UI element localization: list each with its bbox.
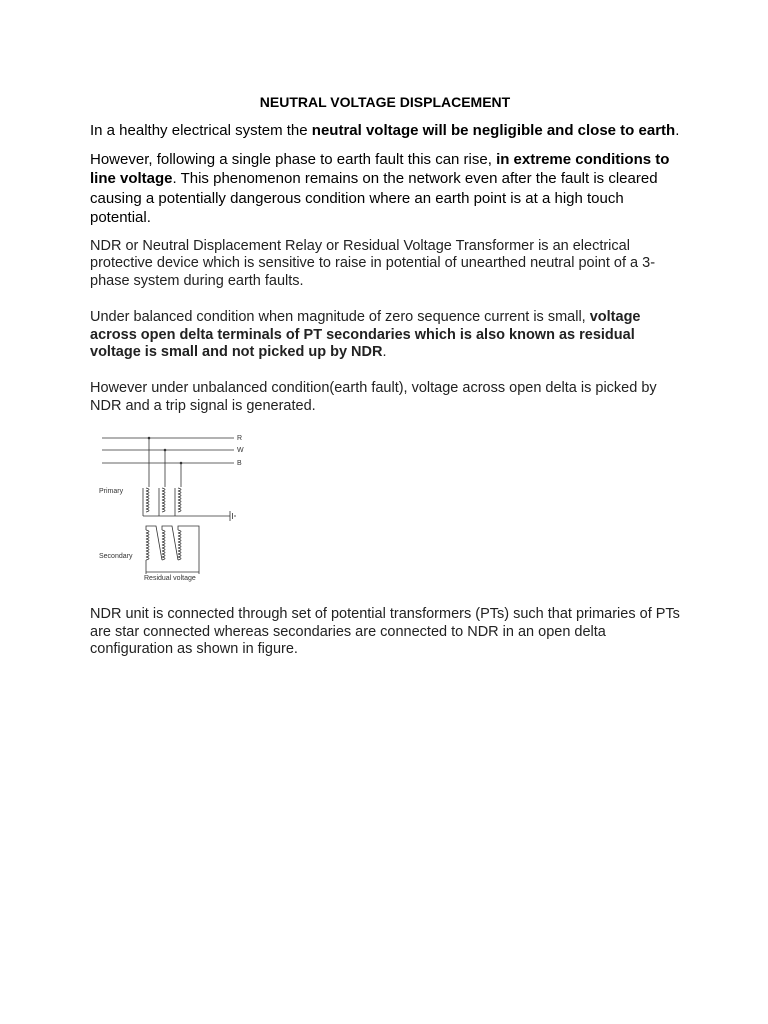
paragraph-ndr-definition (90, 238, 680, 291)
paragraph-bold-text: voltage across open delta terminals of PT secondaries which is also known as residual voltage is small and not picked up by NDR (90, 308, 641, 361)
paragraph-ndr-connection (90, 606, 680, 659)
secondary-coil-2 (162, 530, 165, 560)
label-residual-voltage: Residual voltage (144, 574, 196, 582)
label-r: R (237, 434, 243, 442)
primary-coil-3 (175, 488, 181, 512)
paragraph-text: However, following a single phase to earth fault this can rise, (90, 150, 497, 168)
label-secondary: Secondary (99, 552, 133, 560)
paragraph-text: . (382, 344, 387, 361)
open-delta-diagram (96, 430, 256, 590)
junction-dot (180, 462, 183, 465)
paragraph-text: . This phenomenon remains on the network even after the fault is cleared causing a potentially dangerous condition where an earth point is at a high touch potential. (90, 170, 658, 226)
paragraph-balanced-condition (90, 309, 680, 362)
paragraph-text: In a healthy electrical system the (90, 122, 312, 139)
paragraph-healthy-system (90, 121, 680, 141)
open-delta-figure (96, 430, 256, 590)
document-title: NEUTRAL VOLTAGE DISPLACEMENT (259, 94, 511, 110)
paragraph-text: Under balanced condition when magnitude of zero sequence current is small, (90, 308, 590, 325)
secondary-coil-1 (146, 530, 149, 560)
document-page (90, 93, 680, 677)
paragraph-text: NDR unit is connected through set of potential transformers (PTs) such that primaries of PTs are star connected whereas secondaries are connected to NDR in an open delta configuration as shown in figure. (90, 605, 680, 658)
paragraph-unbalanced-condition (90, 380, 680, 416)
delta-link-3 (178, 526, 199, 570)
label-w: W (237, 446, 244, 454)
secondary-coil-3 (178, 530, 181, 560)
junction-dot (164, 449, 167, 452)
label-b: B (237, 459, 242, 467)
paragraph-fault-rise (90, 150, 680, 228)
paragraph-text: However under unbalanced condition(earth fault), voltage across open delta is picked by NDR and a trip signal is generated. (90, 380, 657, 415)
paragraph-bold-text: neutral voltage will be negligible and close to earth (311, 122, 676, 139)
primary-coil-1 (143, 488, 149, 512)
primary-coil-2 (159, 488, 165, 512)
paragraph-bold-text: in extreme conditions to line voltage (90, 150, 670, 187)
paragraph-text: . (675, 122, 680, 139)
earth-symbol-icon (230, 511, 235, 521)
junction-dot (148, 437, 151, 440)
paragraph-text: NDR or Neutral Displacement Relay or Residual Voltage Transformer is an electrical protective device which is sensitive to raise in potential of unearthed neutral point of a 3-phase system during earth faults. (90, 237, 656, 290)
label-primary: Primary (99, 487, 124, 495)
